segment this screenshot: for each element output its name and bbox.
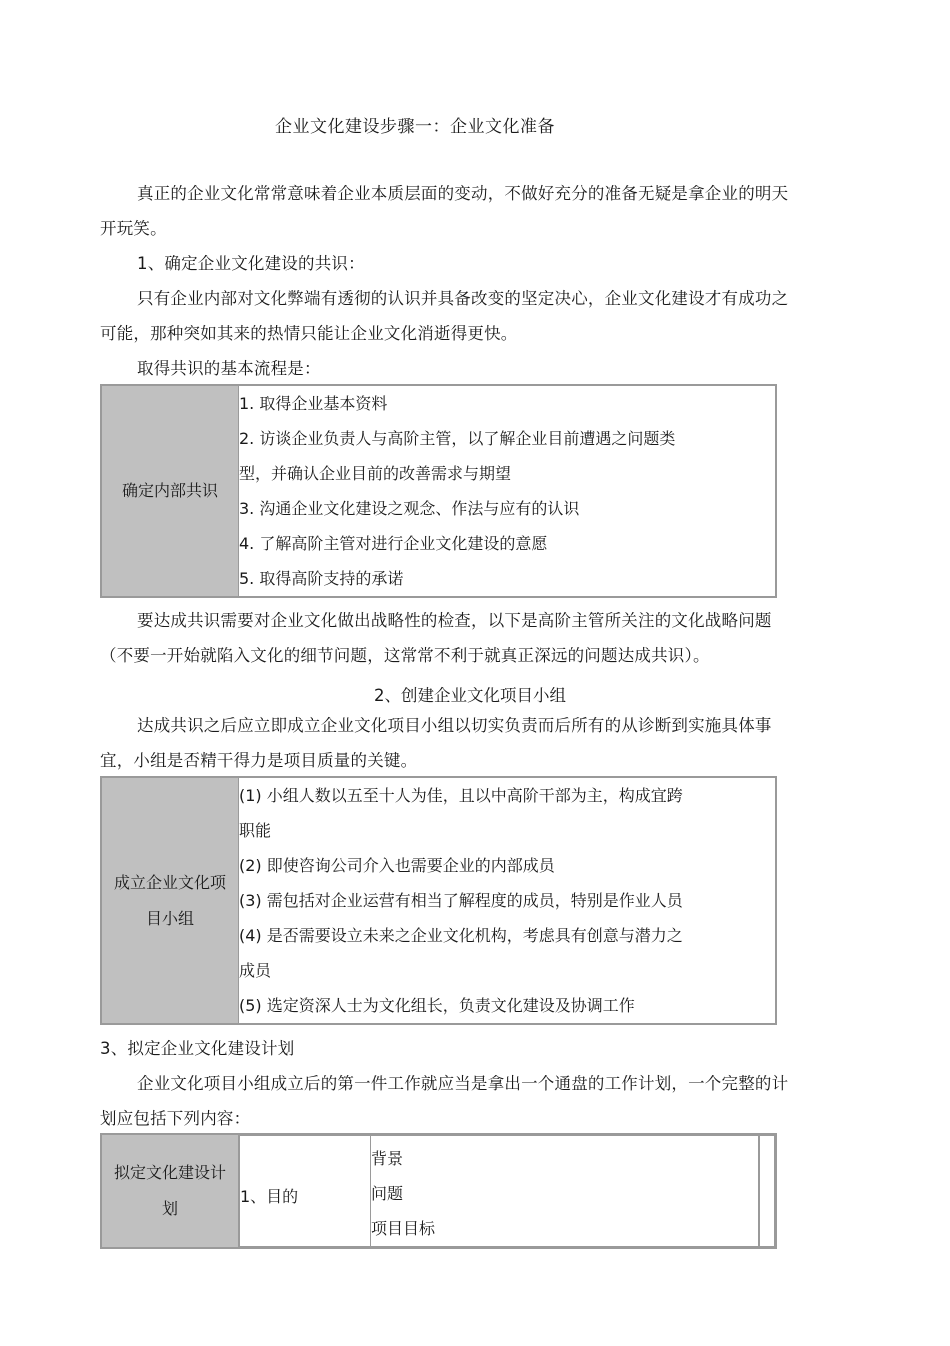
section3-paragraph: 企业文化项目小组成立后的第一件工作就应当是拿出一个通盘的工作计划，一个完整的计划应包括下列内容： — [100, 1074, 789, 1128]
consensus-table — [100, 384, 777, 598]
intro-paragraph: 真正的企业文化常常意味着企业本质层面的变动，不做好充分的准备无疑是拿企业的明天开玩笑。 — [100, 184, 789, 238]
section1-heading: 1、确定企业文化建设的共识： — [137, 254, 365, 273]
section2-heading: 2、创建企业文化项目小组 — [374, 686, 566, 705]
list-item: (1) 小组人数以五至十人为佳，且以中高阶干部为主，构成宜跨 — [239, 786, 683, 805]
list-item: (4) 是否需要设立未来之企业文化机构，考虑具有创意与潜力之 — [239, 926, 683, 945]
list-item: 5. 取得高阶支持的承诺 — [239, 569, 404, 588]
list-item: 4. 了解高阶主管对进行企业文化建设的意愿 — [239, 534, 548, 553]
plan-table — [100, 1133, 777, 1249]
list-item: 1. 取得企业基本资料 — [239, 394, 388, 413]
list-item: 项目目标 — [371, 1219, 436, 1238]
page-title: 企业文化建设步骤一：企业文化准备 — [275, 117, 555, 137]
project-team-items — [239, 777, 777, 1024]
consensus-label: 确定内部共识 — [101, 385, 239, 597]
consensus-items — [239, 385, 777, 597]
list-item: 问题 — [371, 1184, 404, 1203]
list-item: (5) 选定资深人士为文化组长，负责文化建设及协调工作 — [239, 996, 635, 1015]
section3-heading: 3、拟定企业文化建设计划 — [100, 1039, 295, 1058]
strategy-paragraph: 要达成共识需要对企业文化做出战略性的检查，以下是高阶主管所关注的文化战略问题（不要一开始就陷入文化的细节问题，这常常不利于就真正深远的问题达成共识）。 — [100, 611, 772, 665]
list-item: (3) 需包括对企业运营有相当了解程度的成员，特别是作业人员 — [239, 891, 683, 910]
list-item: 背景 — [371, 1149, 404, 1168]
project-team-label: 成立企业文化项 目小组 — [101, 777, 239, 1024]
project-team-table — [100, 776, 777, 1025]
plan-label: 拟定文化建设计 划 — [101, 1134, 239, 1248]
plan-inner-table — [239, 1135, 775, 1247]
section1-paragraph: 只有企业内部对文化弊端有透彻的认识并具备改变的坚定决心，企业文化建设才有成功之可能，那种突如其来的热情只能让企业文化消逝得更快。 — [100, 289, 789, 343]
plan-purpose: 1、目的 — [240, 1136, 371, 1247]
process-intro: 取得共识的基本流程是： — [137, 359, 321, 378]
list-item: 2. 访谈企业负责人与高阶主管，以了解企业目前遭遇之问题类 — [239, 429, 676, 448]
list-item: 职能 — [239, 821, 272, 840]
list-item: 成员 — [239, 961, 272, 980]
section2-paragraph: 达成共识之后应立即成立企业文化项目小组以切实负责而后所有的从诊断到实施具体事宜，小组是否精干得力是项目质量的关键。 — [100, 716, 772, 770]
list-item: (2) 即使咨询公司介入也需要企业的内部成员 — [239, 856, 555, 875]
plan-purpose-details — [371, 1136, 760, 1247]
list-item: 3. 沟通企业文化建设之观念、作法与应有的认识 — [239, 499, 580, 518]
plan-empty-cell — [759, 1136, 775, 1247]
list-item: 型，并确认企业目前的改善需求与期望 — [239, 464, 512, 483]
